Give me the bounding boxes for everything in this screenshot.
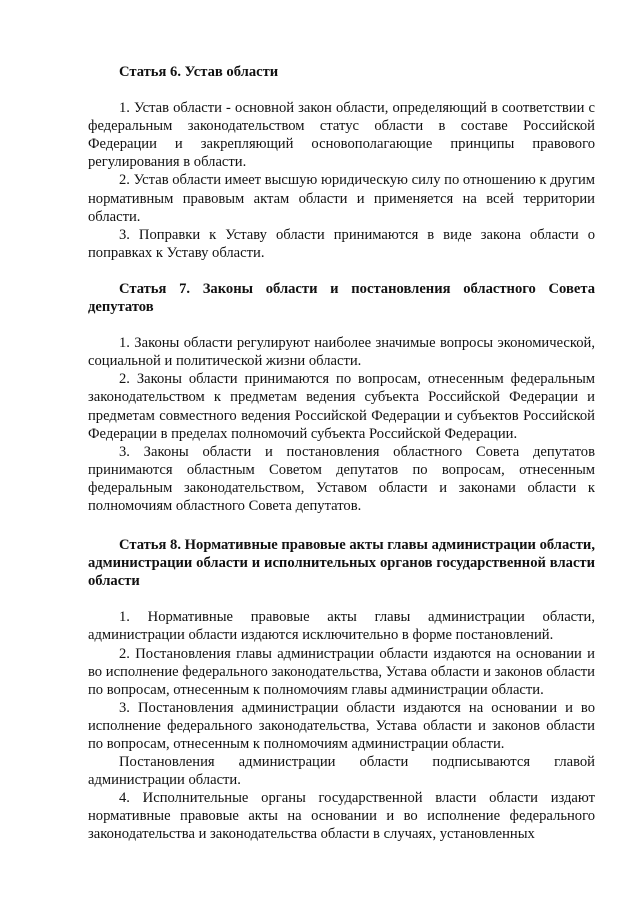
article-8-paragraph-1: 1. Нормативные правовые акты главы администрации области, администрации области издаются исключительно в форме постановлений. xyxy=(88,609,595,644)
article-8-heading: Статья 8. Нормативные правовые акты главы администрации области, администрации области и исполнительных органов государственной власти области xyxy=(88,537,595,590)
document-body xyxy=(88,63,595,844)
article-6-paragraph-3: 3. Поправки к Уставу области принимаются в виде закона области о поправках к Уставу области. xyxy=(88,226,595,261)
article-6-paragraph-1: 1. Устав области - основной закон области, определяющий в соответствии с федеральным законодательством статус области в составе Российской Федерации и закрепляющий основополагающие принципы правового регулирования в области. xyxy=(88,100,595,171)
article-8-paragraph-2: 2. Постановления главы администрации области издаются на основании и во исполнение федерального законодательства, Устава области и законов области по вопросам, отнесенным к полномочиям главы администрации области. xyxy=(88,645,595,698)
article-7-heading: Статья 7. Законы области и постановления областного Совета депутатов xyxy=(88,280,595,316)
article-7-paragraph-3: 3. Законы области и постановления областного Совета депутатов принимаются областным Советом депутатов по вопросам, отнесенным федеральным законодательством, Уставом области и законами области к полномочиям областного Совета депутатов. xyxy=(88,443,595,514)
article-6-paragraph-2: 2. Устав области имеет высшую юридическую силу по отношению к другим нормативным правовым актам области и применяется на всей территории области. xyxy=(88,172,595,225)
article-7-paragraph-2: 2. Законы области принимаются по вопросам, отнесенным федеральным законодательством к предметам ведения субъекта Российской Федерации и предметам совместного ведения Российской Федерации и субъектов Российской Федерации в пределах полномочий субъекта Российской Федерации. xyxy=(88,371,595,442)
article-7-paragraph-1: 1. Законы области регулируют наиболее значимые вопросы экономической, социальной и политической жизни области. xyxy=(88,335,595,370)
article-8-paragraph-4: 4. Исполнительные органы государственной власти области издают нормативные правовые акты на основании и во исполнение федерального законодательства и законодательства области в случаях, установленных xyxy=(88,790,595,843)
article-8-paragraph-3: 3. Постановления администрации области издаются на основании и во исполнение федерального законодательства, Устава области и законов области по вопросам, отнесенным к полномочиям администрации области. xyxy=(88,699,595,752)
article-6-heading: Статья 6. Устав области xyxy=(119,64,279,80)
article-8-paragraph-3-signature-note: Постановления администрации области подписываются главой администрации области. xyxy=(88,754,595,789)
